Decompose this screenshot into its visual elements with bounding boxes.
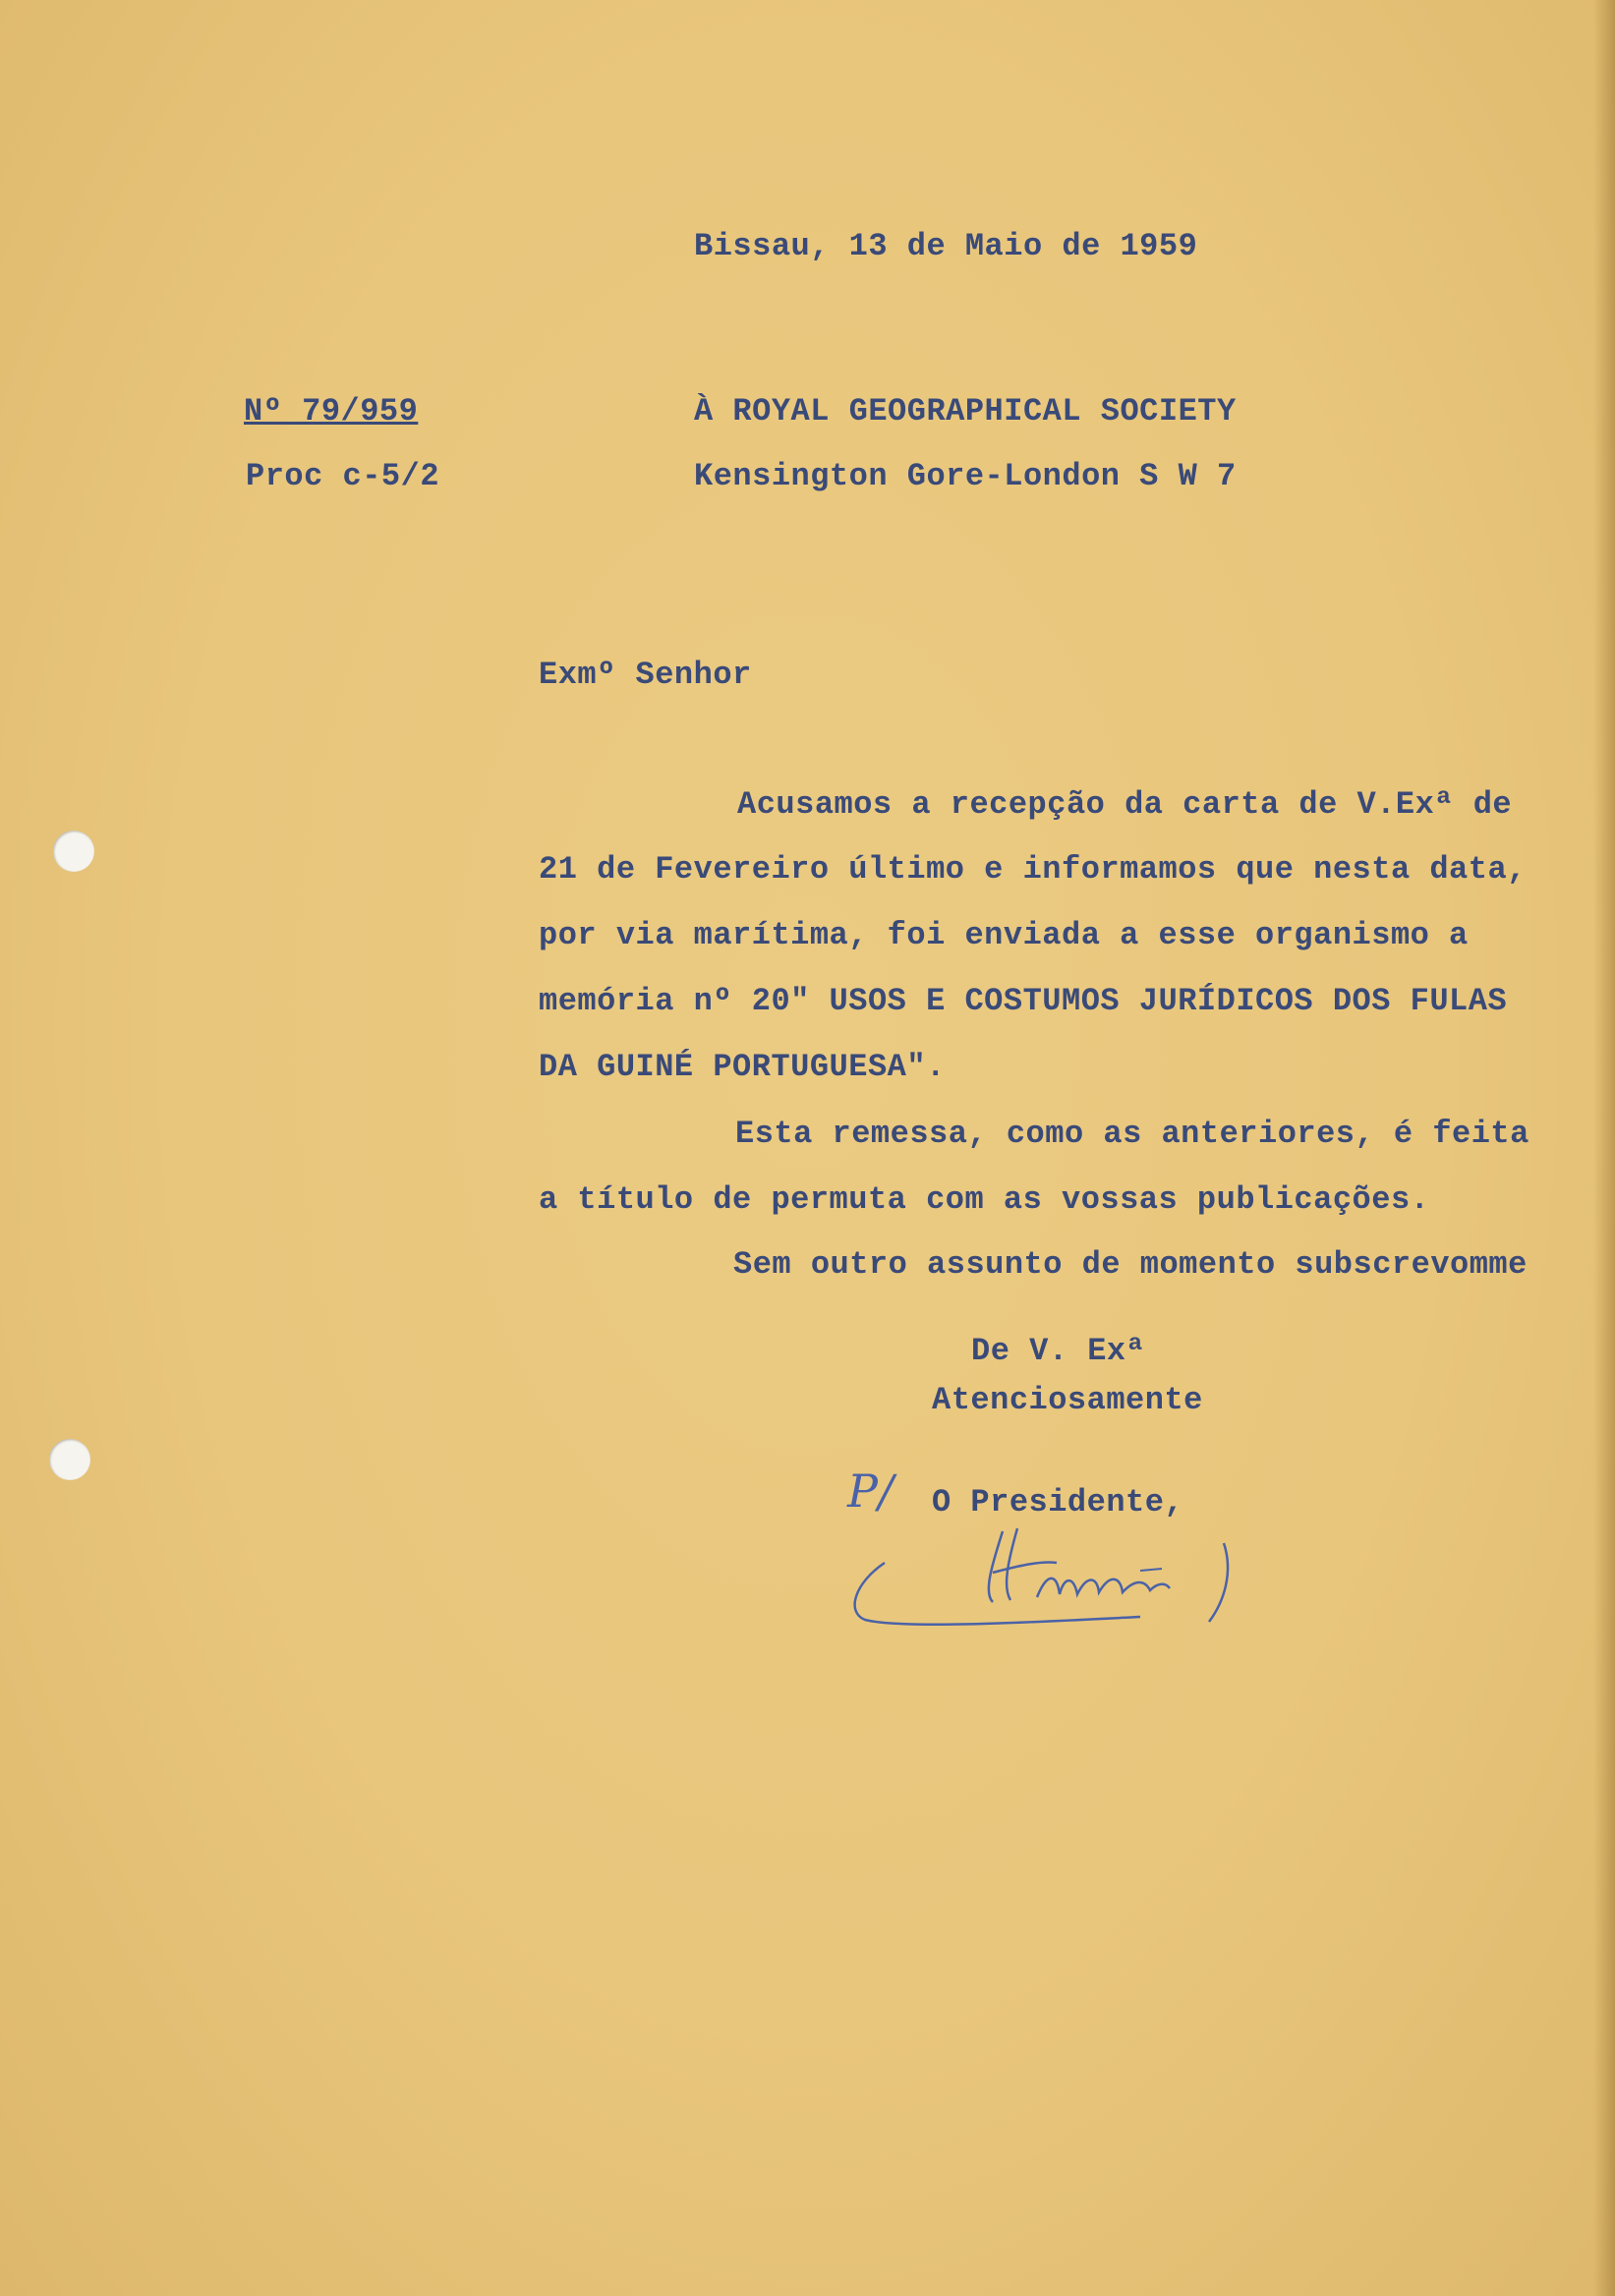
- signatory-title: O Presidente,: [932, 1484, 1184, 1521]
- reference-number: Nº 79/959: [244, 393, 419, 430]
- place-date: Bissau, 13 de Maio de 1959: [694, 228, 1198, 264]
- body-line: Acusamos a recepção da carta de V.Exª de: [737, 786, 1513, 823]
- page-edge-shadow: [1593, 0, 1615, 2296]
- body-line: Esta remessa, como as anteriores, é feita: [735, 1116, 1529, 1152]
- closing-line-2: Atenciosamente: [932, 1382, 1203, 1418]
- process-number: Proc c-5/2: [246, 458, 440, 494]
- body-line: Sem outro assunto de momento subscrevomme: [733, 1246, 1528, 1283]
- body-line: DA GUINÉ PORTUGUESA".: [539, 1049, 946, 1085]
- body-line: 21 de Fevereiro último e informamos que nesta data,: [539, 851, 1527, 888]
- recipient-line-2: Kensington Gore-London S W 7: [694, 458, 1237, 494]
- body-line: memória nº 20" USOS E COSTUMOS JURÍDICOS DOS FULAS: [539, 983, 1508, 1019]
- punch-hole-top: [53, 831, 94, 872]
- closing-line-1: De V. Exª: [971, 1333, 1146, 1369]
- salutation: Exmº Senhor: [539, 657, 752, 693]
- punch-hole-bottom: [49, 1439, 90, 1480]
- body-line: a título de permuta com as vossas publicações.: [539, 1181, 1430, 1218]
- signature-annotation: P/: [847, 1464, 894, 1518]
- body-line: por via marítima, foi enviada a esse organismo a: [539, 917, 1469, 953]
- recipient-line-1: À ROYAL GEOGRAPHICAL SOCIETY: [694, 393, 1237, 430]
- handwritten-signature: [845, 1504, 1258, 1651]
